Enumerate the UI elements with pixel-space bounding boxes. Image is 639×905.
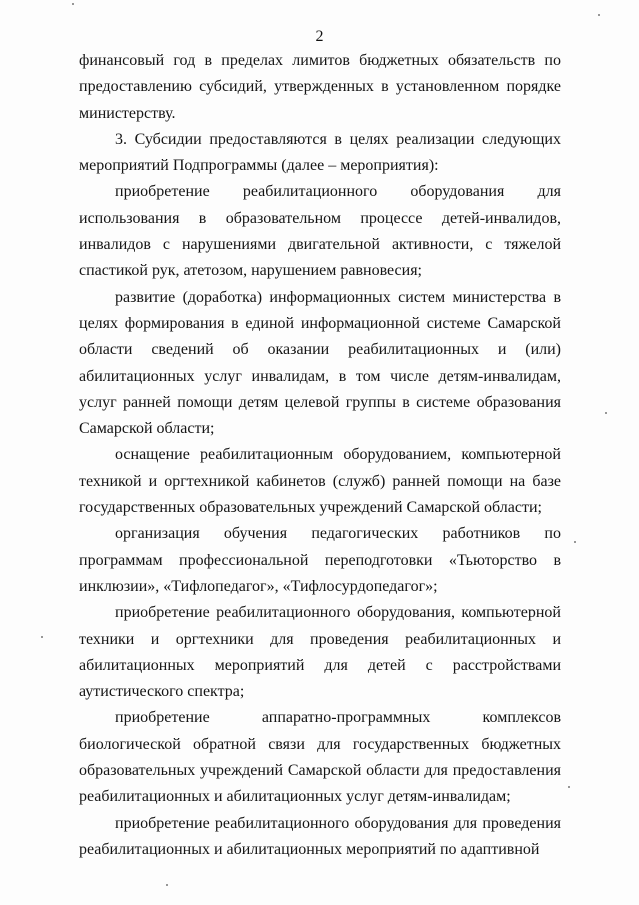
paragraph-7: приобретение реабилитационного оборудования, компьютерной техники и оргтехники для проведения реабилитационных и абилитационных мероприятий для детей с расстройствами аутистического спектра; [79,604,561,701]
scan-speck [598,14,600,16]
scan-speck [41,636,43,638]
scan-speck [166,884,168,886]
paragraph-9: приобретение реабилитационного оборудования для проведения реабилитационных и абилитационных мероприятий по адаптивной [79,814,561,858]
scan-speck [574,541,576,543]
paragraph-4: развитие (доработка) информационных систем министерства в целях формирования в единой информационной системе Самарской области сведений об оказании реабилитационных и (или) абилитационных услуг инвалидам, в том числе детям-инвалидам, услуг ранней помощи детям целевой группы в системе образования Самарской области; [79,288,561,438]
paragraph-2: 3. Субсидии предоставляются в целях реализации следующих мероприятий Подпрограммы (далее – мероприятия): [79,130,561,175]
page-number: 2 [315,28,324,45]
paragraph-8: приобретение аппаратно-программных комплексов биологической обратной связи для государственных бюджетных образовательных учреждений Самарской области для предоставления реабилитационных и абилитационных услуг детям-инвалидам; [79,709,561,806]
paragraph-6: организация обучения педагогических работников по программам профессиональной переподготовки «Тьюторство в инклюзии», «Тифлопедагог», «Тифлосурдопедагог»; [79,525,561,595]
document-body [79,48,561,863]
scan-speck [568,786,570,788]
scan-speck [605,412,607,414]
paragraph-1: финансовый год в пределах лимитов бюджетных обязательств по предоставлению субсидий, утвержденных в установленном порядке министерству. [79,52,561,122]
scan-speck [72,3,74,5]
paragraph-5: оснащение реабилитационным оборудованием, компьютерной техникой и оргтехникой кабинетов (служб) ранней помощи на базе государственных образовательных учреждений Самарской области; [79,446,561,517]
paragraph-3: приобретение реабилитационного оборудования для использования в образовательном процессе детей-инвалидов, инвалидов с нарушениями двигательной активности, с тяжелой спастикой рук, атетозом, нарушением равновесия; [79,183,561,280]
